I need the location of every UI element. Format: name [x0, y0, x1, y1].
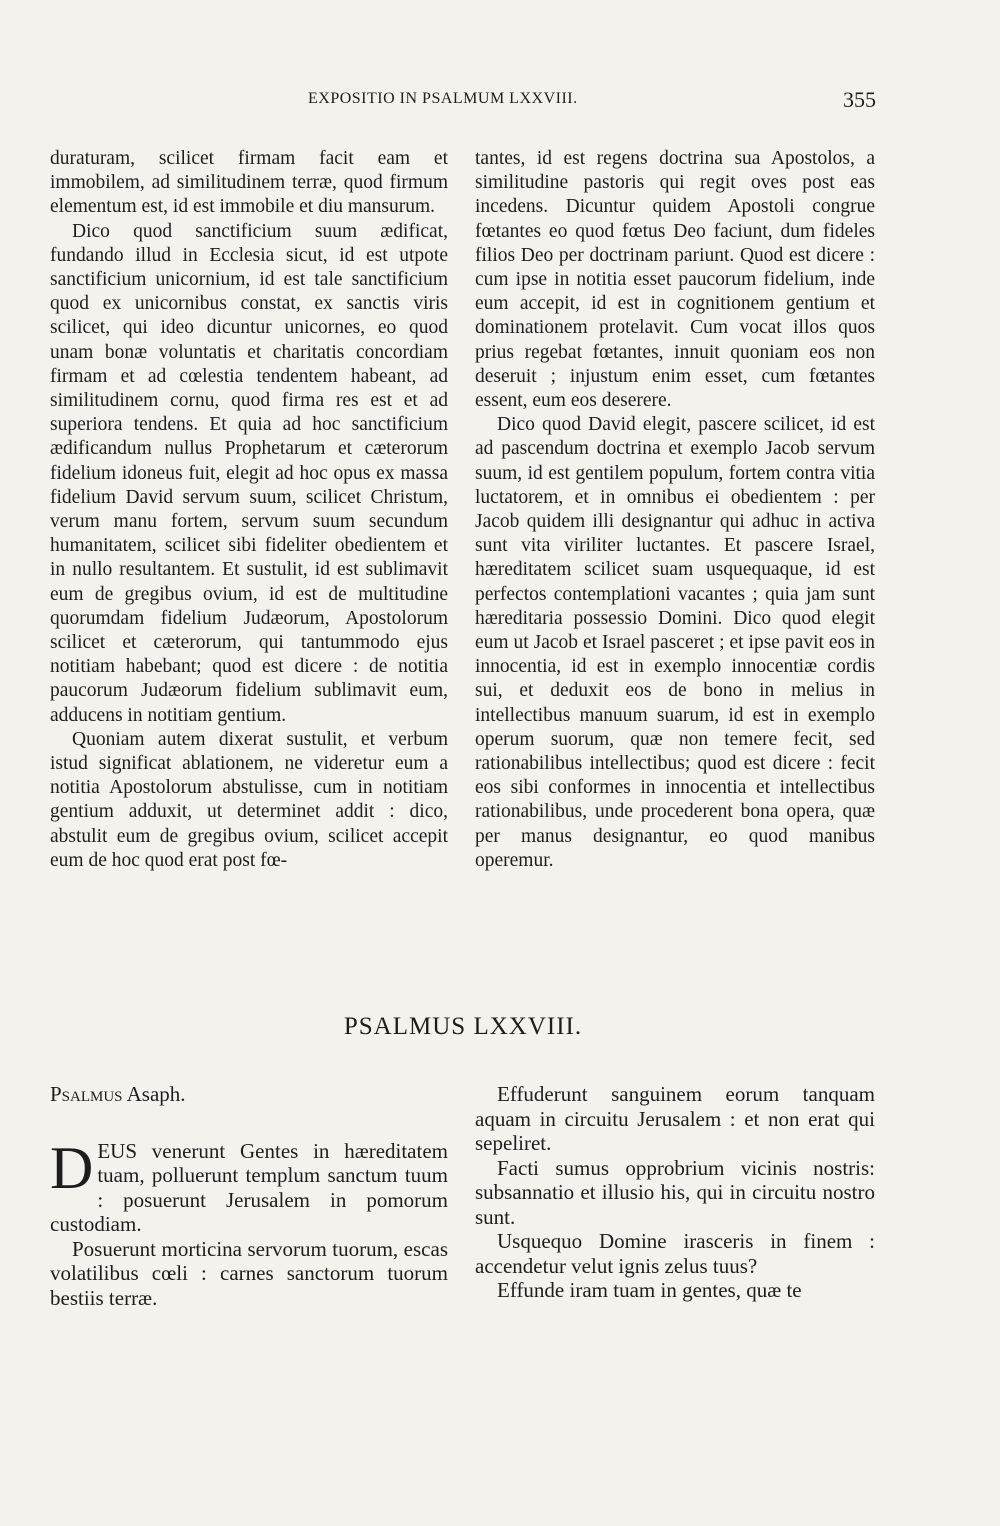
commentary-paragraph: Dico quod sanctificium suum ædificat, fundando illud in Ecclesia sicut, id est utpote sanctificium unicornium, id est tale sanctificium quod ex unicornibus constat, ex sanctis viris scilicet, qui ideo dicuntur unicornes, eo quod unam bonæ voluntatis et charitatis concordiam firmam et ad cœlestia tendentem habeant, ad similitudinem cornu, quod firma res est et ad superiora tendens. Et quia ad hoc sanctificium ædificandum nullus Prophetarum et cæterorum fidelium idoneus fuit, elegit ad hoc opus ex massa fidelium David servum suum, scilicet Christum, verum manu fortem, servum suum secundum humanitatem, scilicet sibi fideliter obedientem et in nullo resultantem. Et sustulit, id est sublimavit eum de gregibus ovium, id est de multitudine quorumdam fidelium Judæorum, Apostolorum scilicet et cæterorum, qui tantummodo ejus notitiam habebant; quod est dicere : de notitia paucorum Judæorum fidelium sublimavit eum, adducens in notitiam gentium. [50, 220, 448, 726]
psalm-verse: Facti sumus opprobrium vicinis nostris: subsannatio et illusio his, qui in circuitu nostro sunt. [475, 1155, 875, 1229]
psalm-verse [50, 1134, 448, 1237]
verse-text: EUS venerunt Gentes in hæreditatem tuam, polluerunt templum sanctum tuum : posuerunt Jerusalem in pomorum custodiam. [50, 1138, 448, 1236]
commentary-paragraph: duraturam, scilicet firmam facit eam et immobilem, ad similitudinem terræ, quod firmum elementum est, id est immobile et diu mansurum. [50, 148, 448, 218]
psalm-verse: Effuderunt sanguinem eorum tanquam aquam in circuitu Jerusalem : et non erat qui sepeliret. [475, 1082, 875, 1155]
drop-cap: D [50, 1134, 94, 1201]
psalm-verse: Effunde iram tuam in gentes, quæ te [497, 1278, 802, 1302]
psalm-right-column [475, 1082, 875, 1303]
inscription-word: Psalmus [50, 1082, 123, 1106]
psalm-inscription [50, 1082, 448, 1107]
psalm-verse: Posuerunt morticina servorum tuorum, escas volatilibus cœli : carnes sanctorum tuorum bestiis terræ. [50, 1236, 448, 1310]
commentary-paragraph: tantes, id est regens doctrina sua Apostolos, a similitudine pastoris qui regit oves post eas incedens. Dicuntur quidem Apostoli congrue fœtantes eo quod fœtus Deo faciunt, dum fideles filios Deo per doctrinam pariunt. Quod est dicere : cum ipse in notitia esset paucorum fidelium, inde eum accepit, id est in cognitionem gentium et dominationem protelavit. Cum vocat illos quos prius regebat fœtantes, innuit quoniam eos non deseruit ; injustum enim esset, cum fœtantes essent, eum eos deserere. [475, 148, 875, 412]
psalm-heading: PSALMUS LXXVIII. [343, 1013, 583, 1040]
inscription-rest: Asaph. [126, 1082, 186, 1106]
commentary-left-column [50, 147, 448, 873]
running-head [50, 87, 876, 116]
commentary-right-column [475, 147, 875, 873]
psalm-left-column [50, 1082, 448, 1310]
running-title: EXPOSITIO IN PSALMUM LXXVIII. [308, 90, 578, 107]
commentary-paragraph: Quoniam autem dixerat sustulit, et verbum istud significat ablationem, ne videretur eum a notitia Apostolorum abstulisse, cum in notitiam gentium adduxit, ut determinet addit : dico, abstulit eum de gregibus ovium, scilicet accepit eum de hoc quod erat post fœ- [50, 728, 448, 871]
page-number: 355 [843, 87, 876, 112]
psalm-verse: Usquequo Domine irasceris in finem : accendetur velut ignis zelus tuus? [475, 1229, 875, 1278]
commentary-paragraph: Dico quod David elegit, pascere scilicet, id est ad pascendum doctrina et exemplo Jacob servum suum, id est gentilem populum, fortem contra vitia luctatorem, et in omnibus ei obedientem : per Jacob quidem illi designantur qui adhuc in activa sunt vita viriliter luctantes. Et pascere Israel, hæreditatem scilicet suam usquequaque, id est perfectos contemplationi vacantes ; quia jam sunt hæreditaria possessio Domini. Dico quod elegit eum ut Jacob et Israel pasceret ; et ipse pavit eos in innocentia, id est in exemplo innocentiæ cordis sui, et deduxit eos de bono in melius in intellectibus manuum suarum, id est in exemplo operum suorum, quæ non temere fecit, sed rationabilibus intellectibus; quod est dicere : fecit eos sibi conformes in innocentia et intellectibus rationabilibus, unde procederent bona opera, quæ per manus designantur, eo quod manibus operemur. [475, 414, 875, 871]
